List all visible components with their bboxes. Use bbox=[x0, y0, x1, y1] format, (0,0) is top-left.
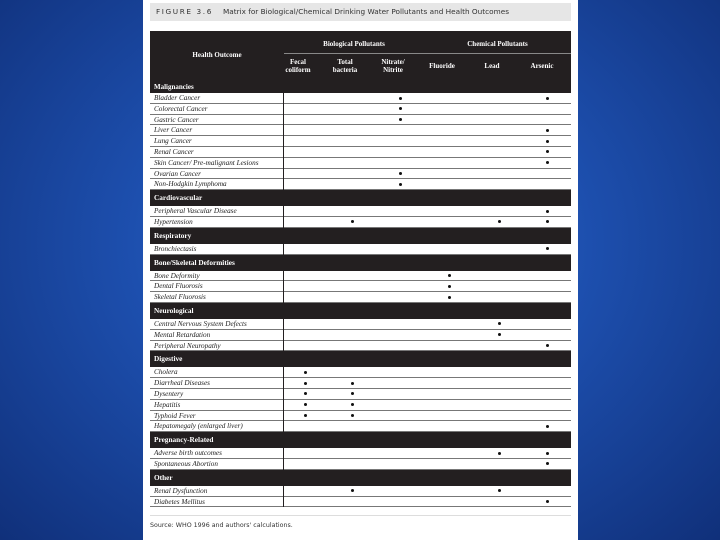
association-dot bbox=[546, 247, 549, 250]
category-row: Pregnancy-Related bbox=[150, 432, 571, 448]
chemical-pollutants-header: Chemical Pollutants bbox=[467, 40, 528, 48]
association-dot bbox=[351, 403, 354, 406]
table-row bbox=[150, 217, 571, 228]
association-dot bbox=[546, 462, 549, 465]
health-outcome-label: Spontaneous Abortion bbox=[154, 459, 218, 468]
column-separator bbox=[283, 411, 284, 422]
health-outcome-label: Bone Deformity bbox=[154, 271, 200, 280]
table-row bbox=[150, 341, 571, 352]
table-row bbox=[150, 389, 571, 400]
table-row bbox=[150, 281, 571, 292]
association-dot bbox=[498, 220, 501, 223]
association-dot bbox=[304, 403, 307, 406]
table-row bbox=[150, 421, 571, 432]
column-separator bbox=[283, 400, 284, 411]
association-dot bbox=[351, 489, 354, 492]
association-dot bbox=[399, 172, 402, 175]
column-lead: Lead bbox=[484, 62, 500, 70]
association-dot bbox=[546, 150, 549, 153]
table-row bbox=[150, 206, 571, 217]
column-separator bbox=[283, 206, 284, 217]
table-row bbox=[150, 104, 571, 115]
health-outcome-label: Skeletal Fluorosis bbox=[154, 293, 206, 302]
category-row: Neurological bbox=[150, 303, 571, 319]
table-row bbox=[150, 158, 571, 169]
association-dot bbox=[498, 322, 501, 325]
health-outcome-label: Hepatitis bbox=[154, 400, 181, 409]
column-separator bbox=[283, 104, 284, 115]
column-separator bbox=[283, 179, 284, 190]
column-nitrate-nitrite: Nitrate/ Nitrite bbox=[381, 58, 405, 74]
table-row bbox=[150, 244, 571, 255]
divider bbox=[150, 515, 571, 516]
table-row bbox=[150, 411, 571, 422]
association-dot bbox=[351, 414, 354, 417]
health-outcome-label: Bladder Cancer bbox=[154, 94, 201, 102]
association-dot bbox=[546, 425, 549, 428]
association-dot bbox=[448, 274, 451, 277]
association-dot bbox=[546, 210, 549, 213]
health-outcome-label: Hepatomegaly (enlarged liver) bbox=[154, 422, 243, 431]
association-dot bbox=[351, 392, 354, 395]
category-row: Cardiovascular bbox=[150, 190, 571, 206]
association-dot bbox=[351, 220, 354, 223]
column-fecal-coliform: Fecal coliform bbox=[285, 58, 311, 74]
column-separator bbox=[283, 421, 284, 432]
category-row: Digestive bbox=[150, 351, 571, 367]
health-outcome-label: Central Nervous System Defects bbox=[154, 319, 247, 328]
health-outcome-label: Dental Fluorosis bbox=[154, 282, 203, 291]
table-row bbox=[150, 400, 571, 411]
table-row bbox=[150, 378, 571, 389]
health-outcome-label: Skin Cancer/ Pre-malignant Lesions bbox=[154, 158, 259, 167]
table-row bbox=[150, 136, 571, 147]
association-dot bbox=[498, 489, 501, 492]
column-separator bbox=[283, 93, 284, 104]
column-separator bbox=[283, 378, 284, 389]
health-outcome-label: Diabetes Mellitus bbox=[154, 497, 205, 506]
column-separator bbox=[283, 158, 284, 169]
table-row bbox=[150, 292, 571, 303]
figure-page bbox=[143, 0, 578, 540]
table-row bbox=[150, 367, 571, 378]
table-row bbox=[150, 497, 571, 508]
table-body bbox=[150, 93, 571, 507]
health-outcome-label: Renal Cancer bbox=[154, 147, 194, 156]
table-row bbox=[150, 486, 571, 497]
table-row bbox=[150, 93, 571, 104]
table-row bbox=[150, 147, 571, 158]
health-outcome-label: Hypertension bbox=[154, 217, 193, 226]
table-row bbox=[150, 115, 571, 126]
health-outcome-label: Cholera bbox=[154, 368, 178, 377]
column-separator bbox=[283, 169, 284, 180]
association-dot bbox=[498, 452, 501, 455]
association-dot bbox=[448, 296, 451, 299]
header-divider bbox=[284, 53, 571, 54]
column-separator bbox=[283, 486, 284, 497]
health-outcome-header: Health Outcome bbox=[192, 51, 242, 59]
column-separator bbox=[283, 448, 284, 459]
table-row bbox=[150, 169, 571, 180]
health-outcome-label: Adverse birth outcomes bbox=[154, 449, 222, 458]
column-separator bbox=[283, 367, 284, 378]
table-row bbox=[150, 319, 571, 330]
table-row bbox=[150, 448, 571, 459]
health-outcome-label: Colorectal Cancer bbox=[154, 104, 208, 113]
column-separator bbox=[283, 125, 284, 136]
health-outcome-label: Renal Dysfunction bbox=[154, 486, 208, 495]
category-row: Other bbox=[150, 470, 571, 486]
column-separator bbox=[283, 281, 284, 292]
figure-caption bbox=[150, 3, 571, 21]
association-dot bbox=[546, 97, 549, 100]
table-row bbox=[150, 271, 571, 282]
health-outcome-label: Gastric Cancer bbox=[154, 115, 199, 124]
column-separator bbox=[283, 330, 284, 341]
health-outcome-label: Peripheral Vascular Disease bbox=[154, 207, 237, 216]
category-malignancies: Malignancies bbox=[154, 83, 194, 91]
association-dot bbox=[304, 392, 307, 395]
figure-title: Matrix for Biological/Chemical Drinking Water Pollutants and Health Outcomes bbox=[222, 7, 510, 16]
health-outcome-label: Peripheral Neuropathy bbox=[154, 341, 221, 350]
column-separator bbox=[283, 292, 284, 303]
category-row: Bone/Skeletal Deformities bbox=[150, 255, 571, 271]
column-separator bbox=[283, 459, 284, 470]
table-row bbox=[150, 459, 571, 470]
table-row bbox=[150, 179, 571, 190]
pollutant-matrix-table bbox=[150, 31, 571, 507]
column-separator bbox=[283, 244, 284, 255]
figure-number: FIGURE 3.6 bbox=[156, 7, 213, 16]
column-separator bbox=[283, 147, 284, 158]
association-dot bbox=[448, 285, 451, 288]
association-dot bbox=[546, 344, 549, 347]
health-outcome-label: Bronchiectasis bbox=[154, 244, 197, 253]
health-outcome-label: Non-Hodgkin Lymphoma bbox=[154, 180, 227, 189]
health-outcome-label: Liver Cancer bbox=[154, 126, 193, 135]
column-separator bbox=[283, 136, 284, 147]
health-outcome-label: Lung Cancer bbox=[154, 137, 192, 146]
source-note: Source: WHO 1996 and authors' calculations. bbox=[150, 522, 293, 529]
health-outcome-label: Typhoid Fever bbox=[154, 411, 196, 420]
biological-pollutants-header: Biological Pollutants bbox=[323, 40, 385, 48]
category-row: Respiratory bbox=[150, 228, 571, 244]
association-dot bbox=[351, 382, 354, 385]
column-separator bbox=[283, 319, 284, 330]
association-dot bbox=[546, 140, 549, 143]
association-dot bbox=[399, 107, 402, 110]
column-total-bacteria: Total bacteria bbox=[332, 58, 358, 74]
association-dot bbox=[399, 118, 402, 121]
association-dot bbox=[304, 382, 307, 385]
association-dot bbox=[304, 371, 307, 374]
column-separator bbox=[283, 389, 284, 400]
association-dot bbox=[304, 414, 307, 417]
column-separator bbox=[283, 497, 284, 508]
table-row bbox=[150, 125, 571, 136]
health-outcome-label: Dysentery bbox=[154, 389, 184, 398]
table-row bbox=[150, 330, 571, 341]
association-dot bbox=[546, 220, 549, 223]
column-separator bbox=[283, 115, 284, 126]
health-outcome-label: Ovarian Cancer bbox=[154, 169, 201, 178]
association-dot bbox=[546, 500, 549, 503]
association-dot bbox=[399, 183, 402, 186]
column-separator bbox=[283, 271, 284, 282]
association-dot bbox=[399, 97, 402, 100]
column-separator bbox=[283, 217, 284, 228]
association-dot bbox=[546, 452, 549, 455]
table-header bbox=[150, 31, 571, 93]
column-fluoride: Fluoride bbox=[429, 62, 455, 70]
health-outcome-label: Diarrheal Diseases bbox=[154, 379, 210, 388]
association-dot bbox=[546, 129, 549, 132]
health-outcome-label: Mental Retardation bbox=[154, 330, 211, 339]
association-dot bbox=[498, 333, 501, 336]
column-arsenic: Arsenic bbox=[530, 62, 554, 70]
column-separator bbox=[283, 341, 284, 352]
association-dot bbox=[546, 161, 549, 164]
